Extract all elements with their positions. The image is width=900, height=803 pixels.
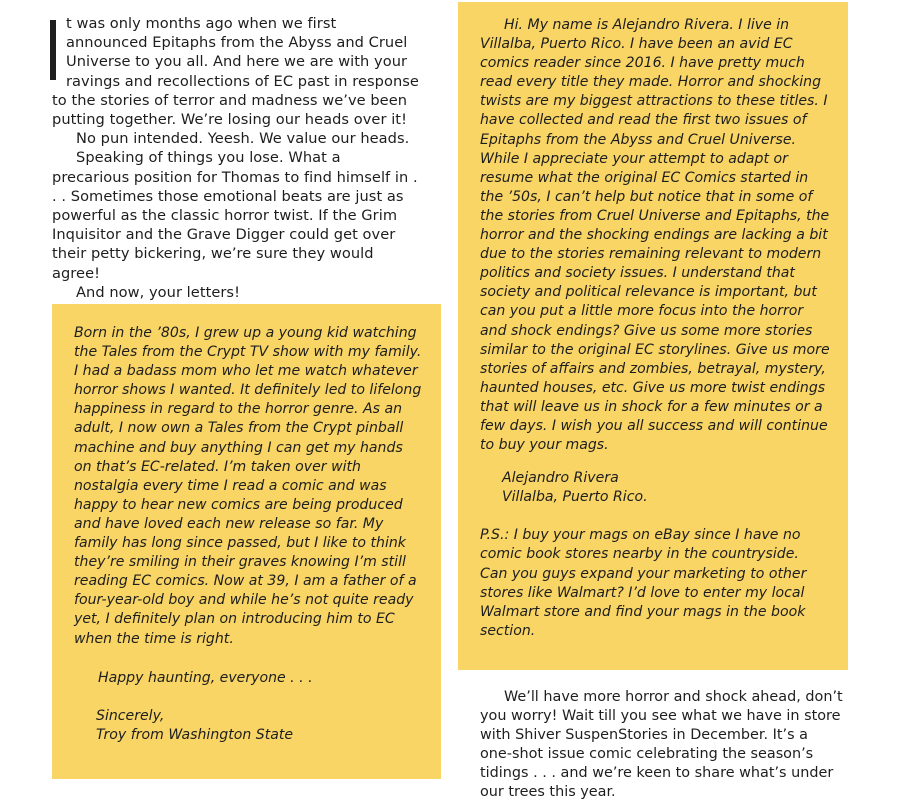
outro-paragraph: We’ll have more horror and shock ahead, don’t you worry! Wait till you see what we have in store with Shiver SuspenStories in December. It’s a one-shot issue comic celebrating the season’s tidings . . . and we’re keen to share what’s under our trees this year.: [480, 689, 843, 801]
intro-paragraph-4: And now, your letters!: [76, 283, 240, 301]
letter-alejandro-postscript: P.S.: I buy your mags on eBay since I have no comic book stores nearby in the countryside. Can you guys expand your marketing to other stores like Walmart? I’d love to enter my local Walmart store and find your mags in the book section.: [480, 527, 807, 639]
letter-troy-sincerely: Sincerely,: [96, 707, 165, 724]
editorial-intro: [52, 14, 422, 302]
letter-alejandro-signature-place: Villalba, Puerto Rico.: [502, 489, 648, 506]
letter-troy: [52, 304, 441, 779]
intro-text: [52, 14, 422, 302]
intro-paragraph-2: No pun intended. Yeesh. We value our heads.: [76, 130, 410, 148]
letter-troy-signature: Troy from Washington State: [96, 726, 294, 743]
letter-alejandro-body: Hi. My name is Alejandro Rivera. I live in Villalba, Puerto Rico. I have been an avid EC comics reader since 2016. I have pretty much read every title they made. Horror and shocking twists are my biggest attractions to these titles. I have collected and read the first two issues of Epitaphs from the Abyss and Cruel Universe. While I appreciate your attempt to adapt or resume what the original EC Comics started in the ’50s, I can’t help but notice that in some of the stories from Cruel Universe and Epitaphs, the horror and the shocking endings are lacking a bit due to the stories remaining relevant to modern politics and society issues. I understand that society and political relevance is important, but can you put a little more focus into the horror and shock endings? Give us some more stories similar to the original EC storylines. Give us more stories of affairs and zombies, betrayal, mystery, haunted houses, etc. Give us more twist endings that will leave us in shock for a few minutes or a few days. I wish you all success and will continue to buy your mags.: [480, 17, 830, 454]
drop-cap-i: [50, 20, 56, 80]
intro-paragraph-1: t was only months ago when we first announced Epitaphs from the Abyss and Cruel Universe to you all. And here we are with your ravings and recollections of EC past in response to the stories of terror and madness we’ve been putting together. We’re losing our heads over it!: [52, 15, 419, 129]
editorial-outro: [458, 688, 848, 803]
letter-troy-closing: Happy haunting, everyone . . .: [98, 669, 313, 686]
letter-alejandro: [458, 2, 848, 670]
letter-troy-body: Born in the ’80s, I grew up a young kid watching the Tales from the Crypt TV show with my family. I had a badass mom who let me watch whatever horror shows I wanted. It definitely led to lifelong happiness in regard to the horror genre. As an adult, I now own a Tales from the Crypt pinball machine and buy anything I can get my hands on that’s EC-related. I’m taken over with nostalgia every time I read a comic and was happy to hear new comics are being produced and have loved each new release so far. My family has long since passed, but I like to think they’re smiling in their graves knowing I’m still reading EC comics. Now at 39, I am a father of a four-year-old boy and while he’s not quite ready yet, I definitely plan on introducing him to EC when the time is right.: [74, 325, 422, 647]
letter-alejandro-signature-name: Alejandro Rivera: [502, 470, 619, 487]
intro-paragraph-3: Speaking of things you lose. What a precarious position for Thomas to find himself in . . . Sometimes those emotional beats are just as powerful as the classic horror twist. If the Grim Inquisitor and the Grave Digger could get over their petty bickering, we’re sure they would agree!: [52, 149, 418, 282]
